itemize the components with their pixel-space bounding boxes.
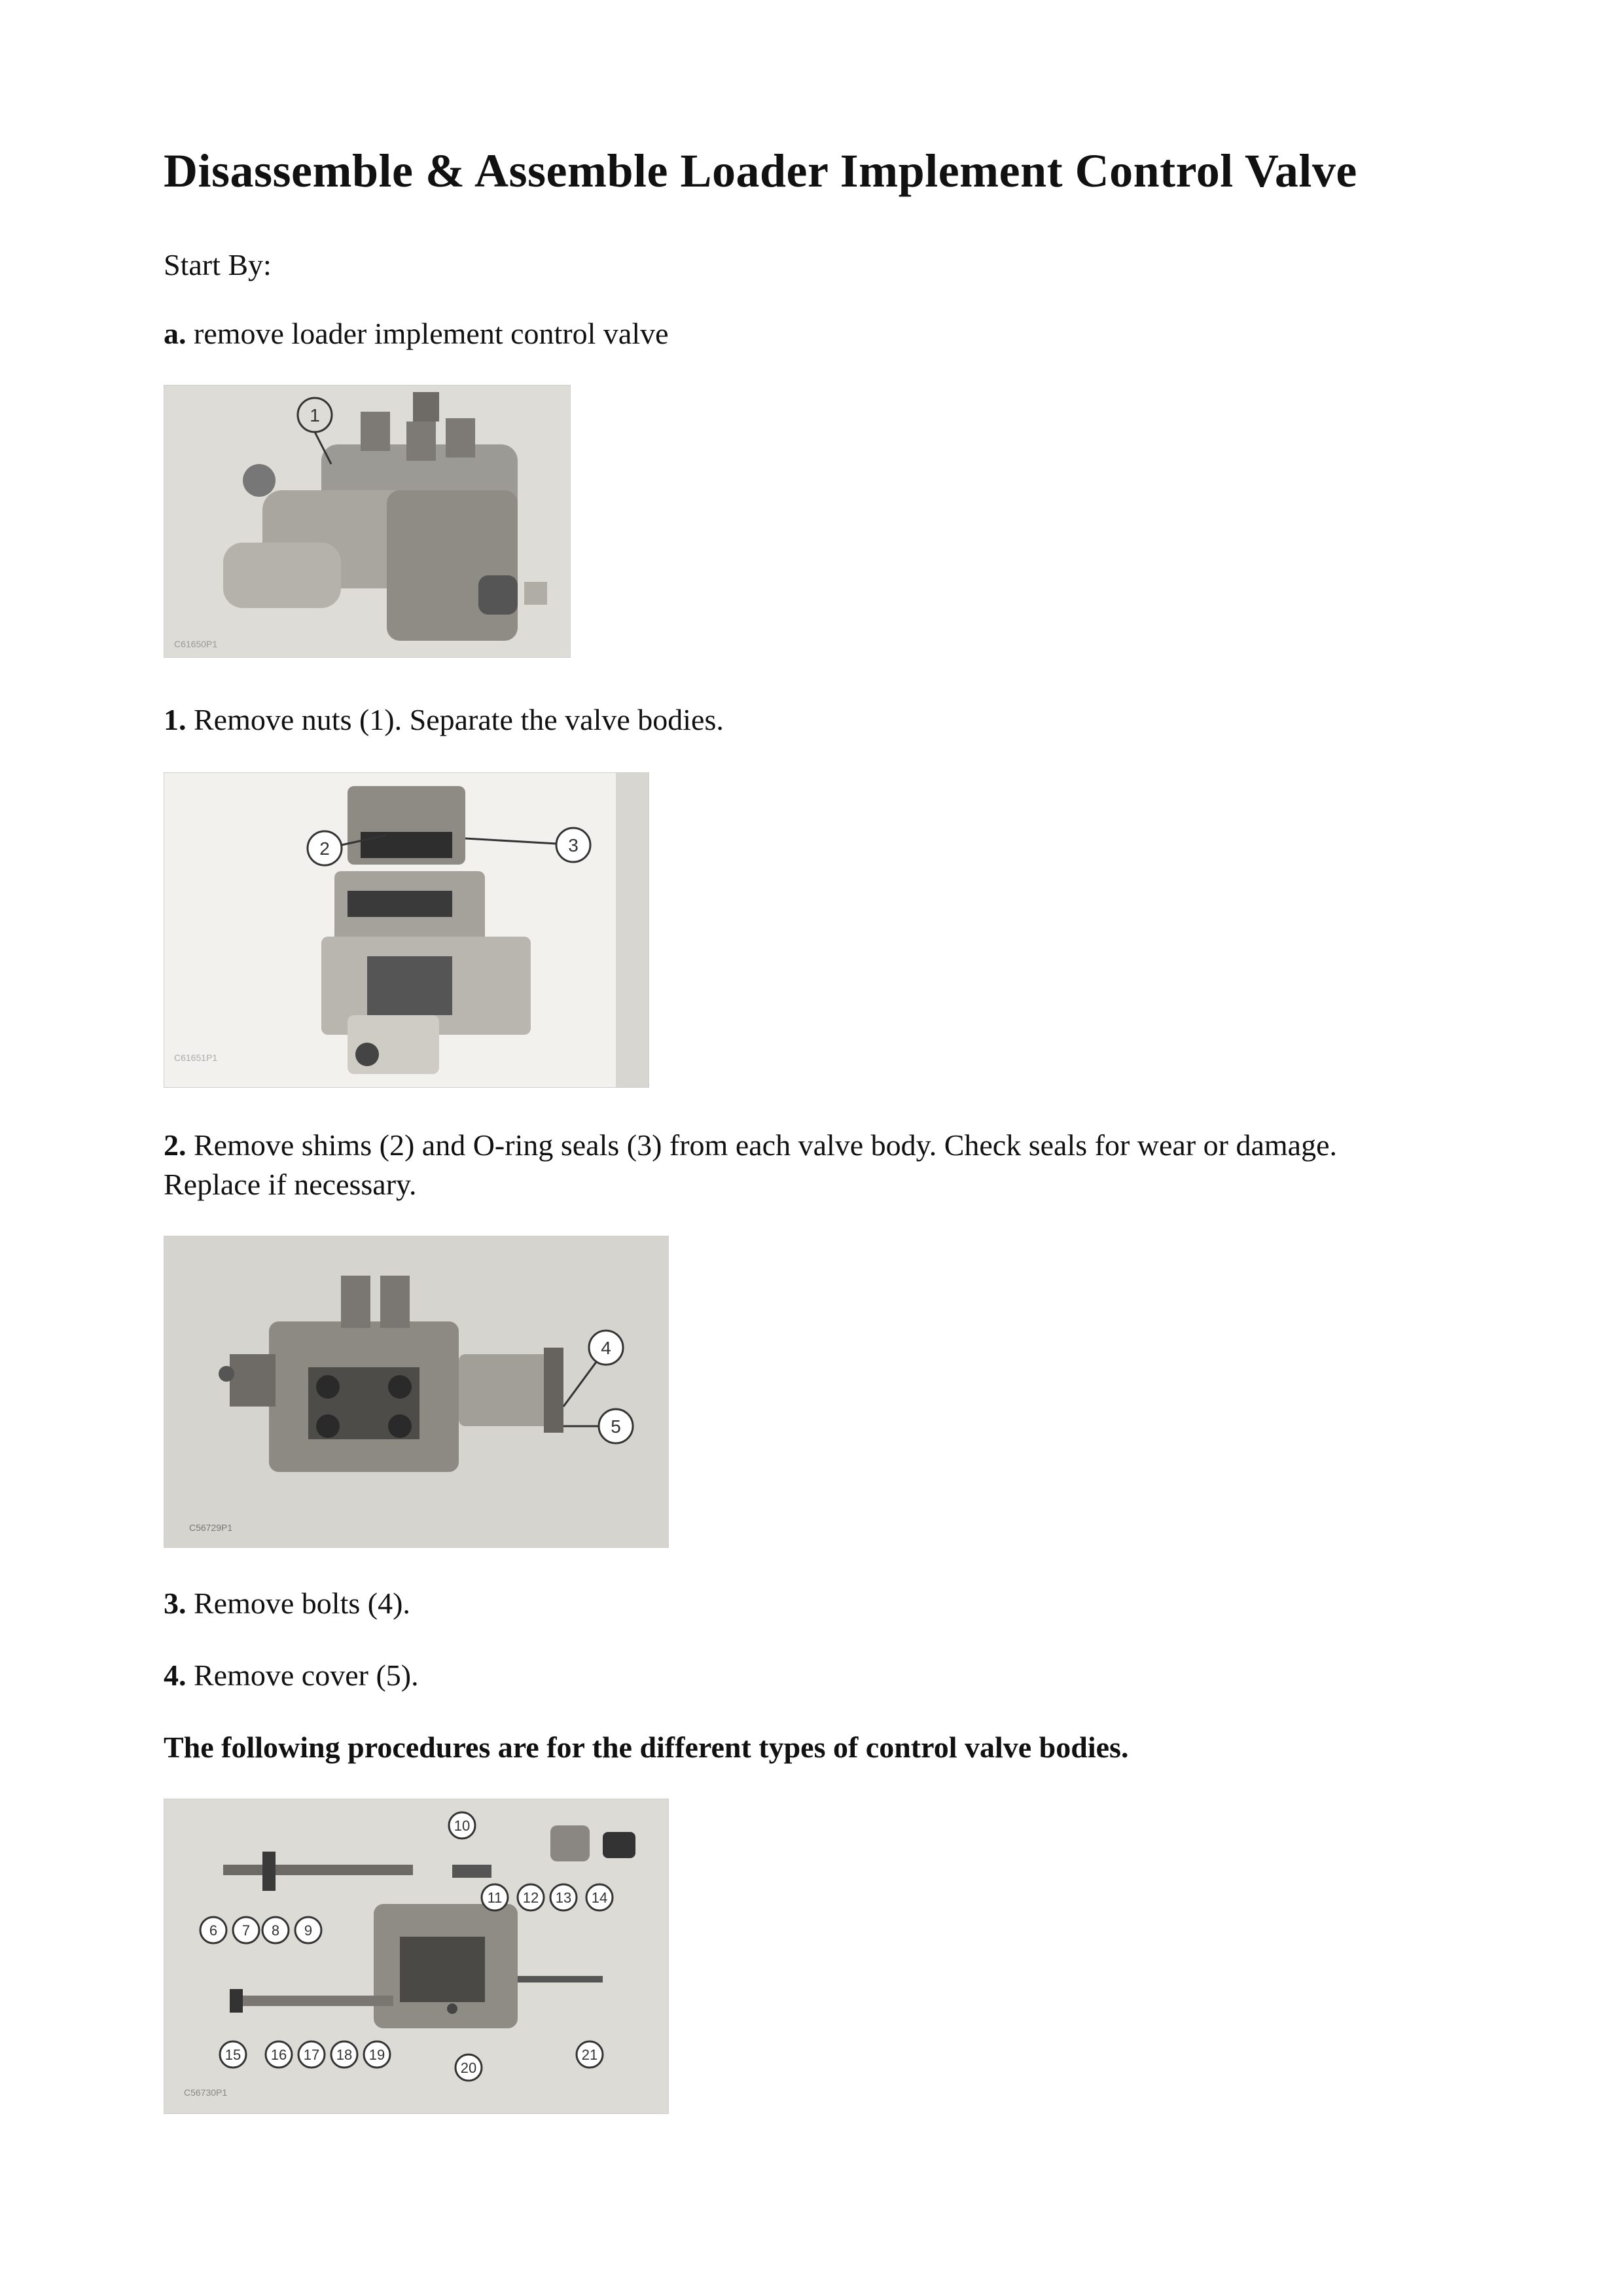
step-2	[164, 1126, 1472, 1165]
start-by-label: Start By:	[164, 248, 272, 281]
callout-21: 21	[581, 2047, 598, 2063]
figure-4-callouts	[164, 1799, 668, 2113]
callout-20: 20	[460, 2060, 477, 2076]
procedures-note: The following procedures are for the different types of control valve bodies.	[164, 1731, 1129, 1764]
callout-17: 17	[303, 2047, 320, 2063]
figure-3-caption: C56729P1	[189, 1522, 233, 1533]
callout-1: 1	[310, 405, 320, 425]
callout-16: 16	[270, 2047, 287, 2063]
figure-3-illustration	[164, 1236, 668, 1547]
step-1-text: Remove nuts (1). Separate the valve bodies.	[186, 703, 724, 736]
callout-10: 10	[454, 1818, 471, 1834]
figure-4-caption: C56730P1	[184, 2087, 228, 2098]
figure-2-separated-bodies	[164, 772, 649, 1088]
callout-18: 18	[336, 2047, 353, 2063]
figure-3-valve-body-cover	[164, 1236, 669, 1548]
step-2-number: 2.	[164, 1128, 187, 1162]
callout-12: 12	[522, 1890, 539, 1906]
step-a	[164, 314, 1472, 353]
step-1-number: 1.	[164, 703, 187, 736]
callout-13: 13	[555, 1890, 572, 1906]
figure-1-valve-assembly	[164, 385, 571, 658]
callout-9: 9	[304, 1922, 313, 1939]
callout-4: 4	[601, 1338, 611, 1358]
callout-19: 19	[368, 2047, 385, 2063]
callout-14: 14	[591, 1890, 608, 1906]
callout-7: 7	[241, 1922, 251, 1939]
page-title: Disassemble & Assemble Loader Implement Control Valve	[164, 145, 1357, 197]
figure-1-illustration	[164, 386, 570, 657]
step-4-text: Remove cover (5).	[186, 1659, 419, 1692]
callout-3: 3	[568, 835, 579, 855]
callout-2: 2	[319, 838, 330, 859]
step-2-text: Remove shims (2) and O-ring seals (3) from each valve body. Check seals for wear or damage.	[186, 1128, 1337, 1162]
callout-6: 6	[209, 1922, 218, 1939]
callout-11: 11	[487, 1890, 503, 1906]
step-4	[164, 1656, 1472, 1695]
callout-8: 8	[271, 1922, 280, 1939]
figure-2-caption: C61651P1	[174, 1052, 218, 1063]
step-a-number: a.	[164, 317, 187, 350]
step-2-continued: Replace if necessary.	[164, 1168, 417, 1201]
step-3-text: Remove bolts (4).	[186, 1587, 410, 1620]
figure-2-illustration	[164, 773, 649, 1087]
figure-4-exploded-view	[164, 1799, 669, 2114]
callout-15: 15	[224, 2047, 241, 2063]
step-4-number: 4.	[164, 1659, 187, 1692]
callout-5: 5	[611, 1416, 621, 1437]
step-3	[164, 1584, 1472, 1623]
figure-1-caption: C61650P1	[174, 639, 218, 649]
step-1	[164, 700, 1472, 740]
step-a-text: remove loader implement control valve	[186, 317, 669, 350]
step-3-number: 3.	[164, 1587, 187, 1620]
